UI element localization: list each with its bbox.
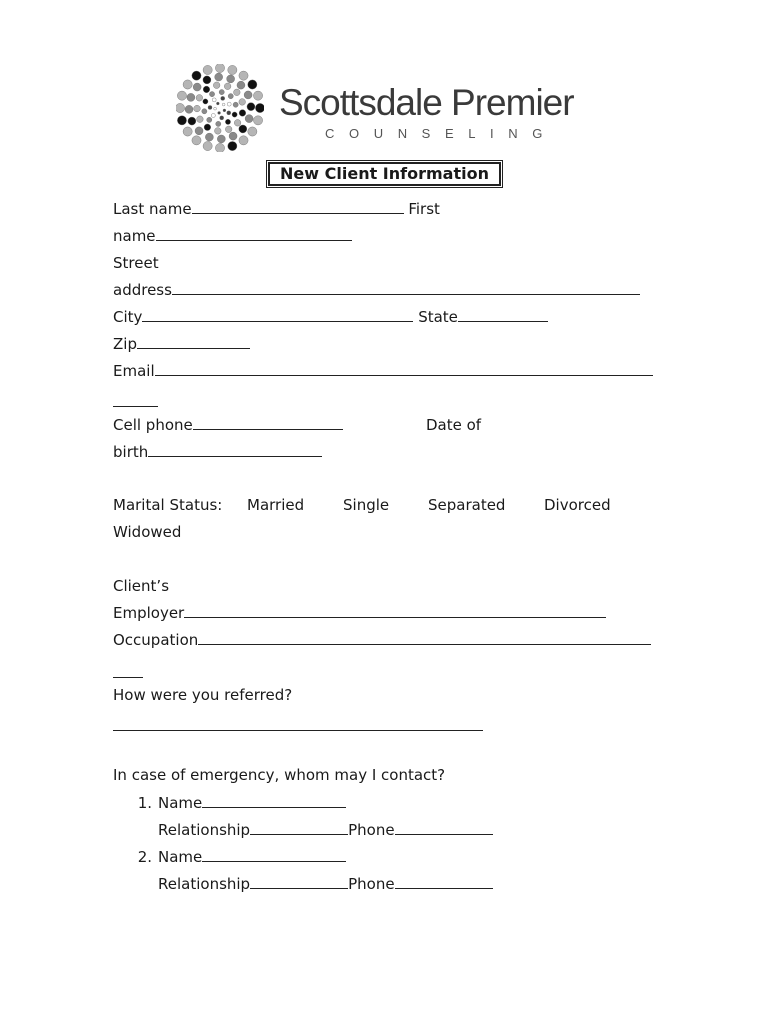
state-field[interactable]: [458, 308, 548, 322]
street-label: Street: [113, 254, 159, 272]
relationship-label: Relationship: [158, 821, 251, 839]
marital-status-label: Marital Status:: [113, 496, 223, 514]
address-label: address: [113, 281, 172, 299]
employer-row: [113, 604, 606, 622]
birth-row: [113, 443, 322, 461]
brand-name: Scottsdale Premier: [279, 82, 574, 123]
last-name-label: Last name: [113, 200, 192, 218]
zip-row: [113, 335, 250, 353]
date-of-birth-field[interactable]: [148, 443, 322, 457]
email-field-continuation[interactable]: [113, 406, 158, 407]
form-title: New Client Information: [268, 162, 501, 186]
last-name-row: [113, 200, 440, 218]
zip-label: Zip: [113, 335, 137, 353]
last-name-field[interactable]: [192, 200, 404, 214]
cell-phone-row: [113, 416, 343, 434]
marital-option-married[interactable]: Married: [247, 496, 305, 514]
email-field[interactable]: [155, 362, 653, 376]
cell-phone-field[interactable]: [193, 416, 343, 430]
marital-option-divorced[interactable]: Divorced: [544, 496, 611, 514]
phone-label: Phone: [348, 821, 395, 839]
city-label: City: [113, 308, 143, 326]
email-row: [113, 362, 653, 380]
clients-label: Client’s: [113, 577, 170, 595]
contact-2-name-field[interactable]: [202, 848, 346, 862]
city-row: [113, 308, 548, 326]
contact-1-phone-field[interactable]: [395, 821, 493, 835]
referred-label: How were you referred?: [113, 686, 293, 704]
brand-tagline: COUNSELING: [325, 126, 557, 141]
contact-name-label: Name: [158, 794, 203, 812]
referred-field[interactable]: [113, 730, 483, 731]
relationship-label: Relationship: [158, 875, 251, 893]
list-number: 1.: [137, 794, 152, 812]
first-name-label: First: [408, 200, 440, 218]
dotted-circle-logo-icon: [176, 64, 264, 152]
email-label: Email: [113, 362, 155, 380]
date-of-label: Date of: [426, 416, 482, 434]
emergency-label: In case of emergency, whom may I contact?: [113, 766, 446, 784]
emergency-contact-1-rel-row: [158, 821, 493, 839]
contact-1-relationship-field[interactable]: [250, 821, 348, 835]
street-address-field[interactable]: [172, 281, 640, 295]
birth-label: birth: [113, 443, 149, 461]
state-label: State: [418, 308, 458, 326]
contact-2-phone-field[interactable]: [395, 875, 493, 889]
phone-label: Phone: [348, 875, 395, 893]
marital-option-widowed[interactable]: Widowed: [113, 523, 182, 541]
city-field[interactable]: [142, 308, 413, 322]
occupation-field[interactable]: [198, 631, 651, 645]
employer-field[interactable]: [184, 604, 606, 618]
contact-name-label: Name: [158, 848, 203, 866]
emergency-contact-2-rel-row: [158, 875, 493, 893]
contact-1-name-field[interactable]: [202, 794, 346, 808]
cell-phone-label: Cell phone: [113, 416, 193, 434]
employer-label: Employer: [113, 604, 185, 622]
occupation-label: Occupation: [113, 631, 199, 649]
address-row: [113, 281, 640, 299]
contact-2-relationship-field[interactable]: [250, 875, 348, 889]
occupation-field-continuation[interactable]: [113, 677, 143, 678]
first-name-label-cont: name: [113, 227, 156, 245]
list-number: 2.: [137, 848, 152, 866]
occupation-row: [113, 631, 651, 649]
first-name-field[interactable]: [156, 227, 352, 241]
first-name-row: [113, 227, 352, 245]
emergency-contact-1-name-row: [130, 794, 346, 812]
marital-option-separated[interactable]: Separated: [428, 496, 506, 514]
marital-option-single[interactable]: Single: [343, 496, 390, 514]
zip-field[interactable]: [137, 335, 250, 349]
emergency-contact-2-name-row: [130, 848, 346, 866]
